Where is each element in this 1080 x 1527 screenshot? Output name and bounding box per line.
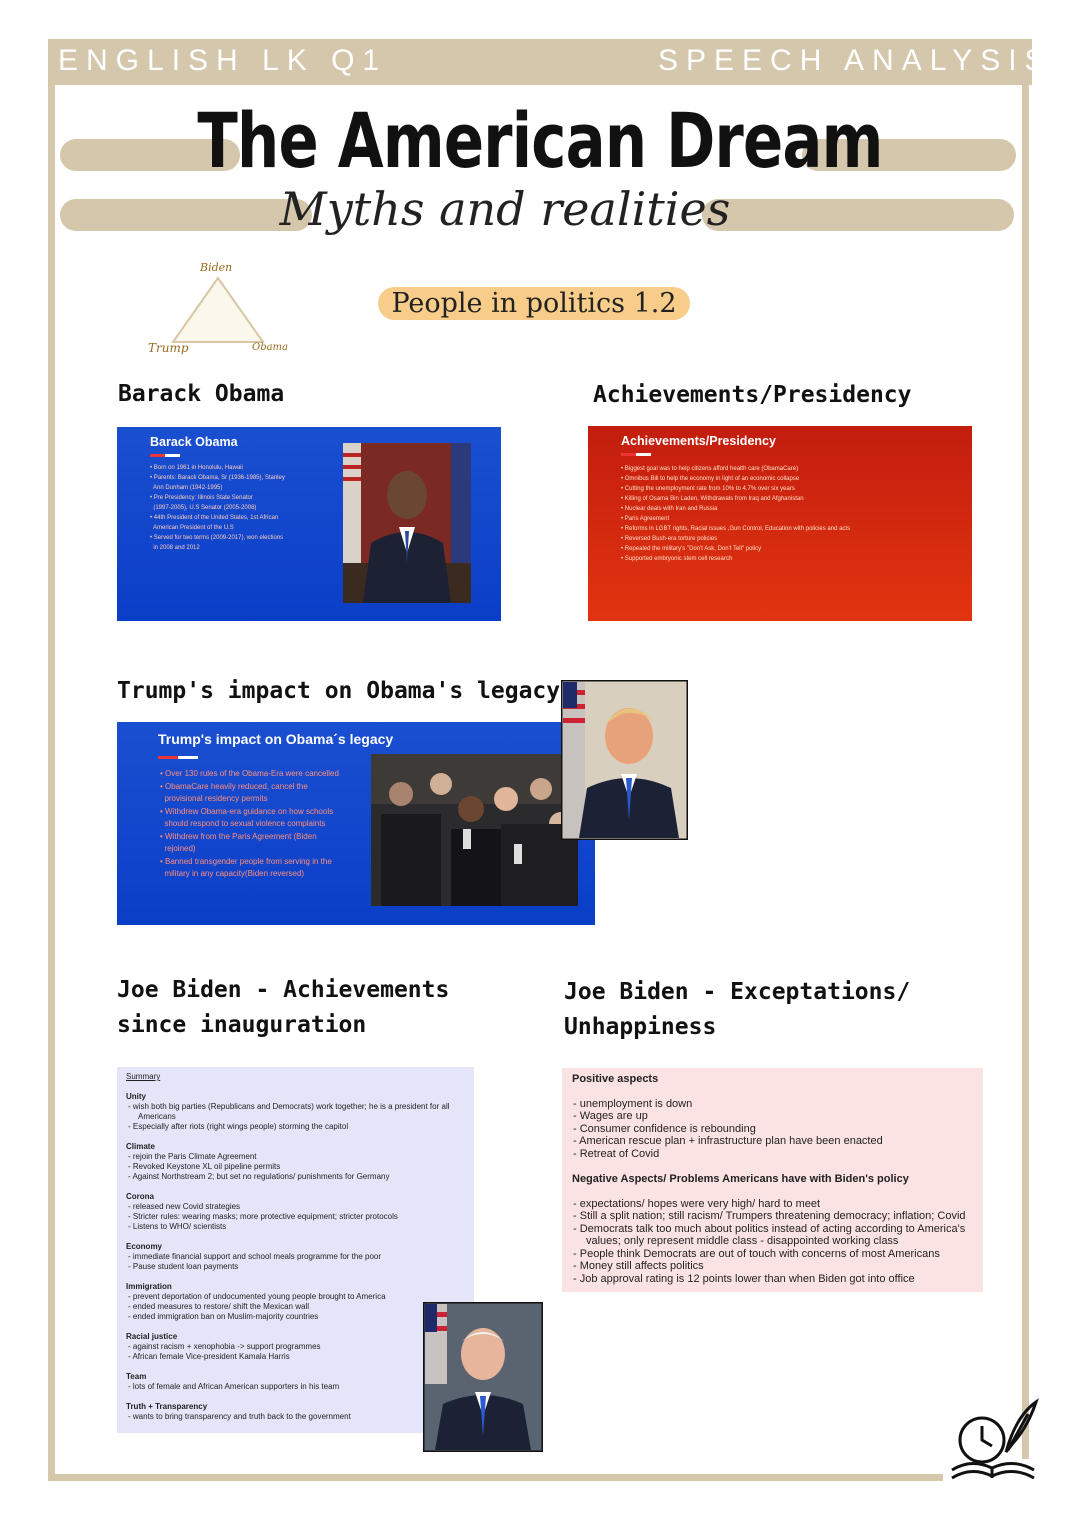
summary-label: Summary <box>126 1072 161 1081</box>
negative-item: expectations/ hopes were very high/ hard to meet <box>579 1197 821 1210</box>
bullet: • Withdrew Obama-era guidance on how schools <box>160 806 334 816</box>
obama-portrait <box>343 443 471 603</box>
list-item: - immediate financial support and school meals programme for the poor <box>128 1252 382 1261</box>
group-item: ended measures to restore/ shift the Mexican wall <box>132 1302 309 1311</box>
achievements-slide <box>588 426 972 621</box>
group-item: wish both big parties (Republicans and Democrats) work together; he is a president for all Americans <box>132 1102 450 1121</box>
bullet: provisional residency permits <box>160 794 268 803</box>
positive-item: American rescue plan + infrastructure plan have been enacted <box>579 1135 883 1147</box>
group-item: Revoked Keystone XL oil pipeline permits <box>132 1162 281 1171</box>
heading-line: Joe Biden - Achievements <box>117 977 450 1003</box>
crowd-photo <box>371 754 578 906</box>
bullet: • Banned transgender people from serving in the <box>160 856 332 866</box>
group-item: against racism + xenophobia -> support programmes <box>132 1342 321 1351</box>
bullet: • Parents: Barack Obama, Sr (1936-1985), Stanley <box>150 475 285 481</box>
list-item: - Money still affects politics <box>573 1260 704 1272</box>
positive-title: Positive aspects <box>572 1073 659 1085</box>
bullet: • Reversed Bush-era torture policies <box>621 536 718 542</box>
heading-line: since inauguration <box>117 1012 367 1038</box>
list-item: - People think Democrats are out of touch with concerns of most Americans <box>573 1247 940 1260</box>
achievement-groups <box>126 1092 469 1422</box>
list-item: - African female Vice-president Kamala Harris <box>128 1352 290 1361</box>
group-title: Corona <box>126 1192 154 1201</box>
group-item: ended immigration ban on Muslim-majority countries <box>132 1312 319 1321</box>
group-title: Economy <box>126 1242 163 1251</box>
list-item: - American rescue plan + infrastructure plan have been enacted <box>573 1135 883 1147</box>
list-item: - Wages are up <box>573 1110 648 1122</box>
list-item: - expectations/ hopes were very high/ hard to meet <box>573 1197 821 1210</box>
page-subtitle: Myths and realities <box>279 182 731 236</box>
bullet: American President of the U.S <box>150 525 234 531</box>
list-item: - ended measures to restore/ shift the Mexican wall <box>128 1302 309 1311</box>
negative-item: Job approval rating is 12 points lower than when Biden got into office <box>579 1272 915 1285</box>
trump-bullets <box>160 768 370 881</box>
list-item: - Stricter rules: wearing masks; more protective equipment; stricter protocols <box>128 1212 398 1221</box>
list-item: - Retreat of Covid <box>573 1147 660 1160</box>
list-item: - wants to bring transparency and truth back to the government <box>128 1412 351 1421</box>
topic-badge: People in politics 1.2 <box>378 287 690 320</box>
positive-item: Consumer confidence is rebounding <box>579 1122 756 1135</box>
frame-left <box>48 39 55 1481</box>
group-title: Team <box>126 1372 147 1381</box>
list-item: - Revoked Keystone XL oil pipeline permits <box>128 1162 281 1171</box>
positive-item: Wages are up <box>579 1110 648 1122</box>
bullet: military in any capacity(Biden reversed) <box>160 869 305 878</box>
bullet: • 44th President of the United States, 1st African <box>150 515 279 521</box>
bullet: • Supported embryonic stem cell research <box>621 556 733 562</box>
group-title: Truth + Transparency <box>126 1402 208 1411</box>
biden-achievements-heading <box>117 973 449 1043</box>
heading-line: Joe Biden - Exceptations/ <box>564 979 911 1005</box>
group-item: Stricter rules: wearing masks; more protective equipment; stricter protocols <box>132 1212 398 1221</box>
group-title: Climate <box>126 1142 155 1151</box>
bullet: • Pre Presidency: Illinois State Senator <box>150 495 253 501</box>
list-item: - Still a split nation; still racism/ Trumpers threatening democracy; inflation; Covid <box>573 1210 966 1222</box>
bullet: • Paris Agreement <box>621 516 670 522</box>
list-item: - ended immigration ban on Muslim-majority countries <box>128 1312 319 1321</box>
positive-item: unemployment is down <box>579 1097 693 1110</box>
group-item: released new Covid strategies <box>132 1202 241 1211</box>
bullet: • Repealed the military's "Don't Ask, Don't Tell" policy <box>621 546 762 552</box>
header-topic: SPEECH ANALYSIS <box>658 44 1053 77</box>
bullet: Ann Dunham (1942-1995) <box>150 485 223 491</box>
bullet: • Cutting the unemployment rate from 10% to 4.7% over six years <box>621 486 795 492</box>
list-item: - Listens to WHO/ scientists <box>128 1222 227 1231</box>
list-item: - released new Covid strategies <box>128 1202 241 1211</box>
group-item: Especially after riots (right wings people) storming the capitol <box>132 1122 349 1131</box>
biden-expectations-notes <box>562 1068 983 1292</box>
triangle-label-right: Obama <box>252 342 289 353</box>
group-item: immediate financial support and school meals programme for the poor <box>132 1252 382 1261</box>
list-item: - Job approval rating is 12 points lower than when Biden got into office <box>573 1272 915 1285</box>
triangle-label-top: Biden <box>200 261 233 274</box>
trump-portrait <box>561 680 688 840</box>
negative-item: People think Democrats are out of touch with concerns of most Americans <box>579 1247 940 1260</box>
list-item: - Against Northstream 2; but set no regulations/ punishments for Germany <box>128 1172 390 1181</box>
bullet: • Reforms in LGBT rights, Racial issues ,Gun Control, Education with policies and acts <box>621 526 851 532</box>
group-item: Against Northstream 2; but set no regulations/ punishments for Germany <box>132 1172 390 1181</box>
list-item: - Especially after riots (right wings people) storming the capitol <box>128 1122 349 1131</box>
slide-rule <box>150 454 180 457</box>
list-item: - prevent deportation of undocumented young people brought to America <box>128 1292 386 1301</box>
biden-achievements-notes <box>117 1067 474 1433</box>
group-item: wants to bring transparency and truth back to the government <box>132 1412 351 1421</box>
group-item: rejoin the Paris Climate Agreement <box>132 1152 257 1161</box>
group-item: Listens to WHO/ scientists <box>132 1222 227 1231</box>
trump-slide-title: Trump's impact on Obama´s legacy <box>158 731 394 747</box>
list-item: - unemployment is down <box>573 1097 693 1110</box>
group-item: lots of female and African American supporters in his team <box>132 1382 340 1391</box>
bullet: • Biggest goal was to help citizens afford health care (ObamaCare) <box>621 466 799 472</box>
heading-line: Unhappiness <box>564 1014 717 1040</box>
slide-rule <box>158 756 198 759</box>
page-title: The American Dream <box>197 96 883 185</box>
bullet: • Over 130 rules of the Obama-Era were cancelled <box>160 769 339 778</box>
list-item: - Pause student loan payments <box>128 1262 239 1271</box>
obama-heading: Barack Obama <box>118 381 285 407</box>
negative-item: Money still affects politics <box>579 1260 704 1272</box>
bullet: • Withdrew from the Paris Agreement (Biden <box>160 831 317 841</box>
group-item: Pause student loan payments <box>132 1262 239 1271</box>
negative-item: Democrats talk too much about politics instead of acting according to America's values; only represent middle class - disappointed working class <box>579 1222 966 1247</box>
trump-slide <box>117 722 595 925</box>
frame-bottom <box>48 1474 943 1481</box>
trump-heading: Trump's impact on Obama's legacy <box>117 678 561 704</box>
frame-right <box>1022 39 1029 1459</box>
bullet: should respond to sexual violence complaints <box>160 819 326 828</box>
obama-slide-title: Barack Obama <box>150 435 238 449</box>
positive-item: Retreat of Covid <box>579 1147 660 1160</box>
achievements-bullets <box>621 464 961 564</box>
list-item: - Democrats talk too much about politics instead of acting according to America's values; only represent middle class - disappointed working class <box>573 1222 966 1247</box>
bullet: in 2008 and 2012 <box>150 545 200 551</box>
bullet: • Nuclear deals with Iran and Russia <box>621 506 718 512</box>
bullet: • Served for two terms (2009-2017), won elections <box>150 535 284 541</box>
group-title: Racial justice <box>126 1332 178 1341</box>
group-item: African female Vice-president Kamala Harris <box>132 1352 290 1361</box>
bullet: rejoined) <box>160 844 196 853</box>
group-item: prevent deportation of undocumented young people brought to America <box>132 1292 386 1301</box>
biden-portrait <box>423 1302 543 1452</box>
list-item: - rejoin the Paris Climate Agreement <box>128 1152 257 1161</box>
negative-item: Still a split nation; still racism/ Trumpers threatening democracy; inflation; Covid <box>579 1210 966 1222</box>
group-title: Unity <box>126 1092 146 1101</box>
bullet: • ObamaCare heavily reduced, cancel the <box>160 781 308 791</box>
negative-list <box>572 1198 978 1286</box>
bullet: • Omnibus Bill to help the economy in light of an economic collapse <box>621 476 800 482</box>
group-title: Immigration <box>126 1282 172 1291</box>
quill-book-icon <box>946 1396 1040 1486</box>
obama-slide <box>117 427 501 621</box>
triangle-label-left: Trump <box>148 341 189 355</box>
positive-list <box>572 1098 978 1161</box>
obama-bullets <box>150 463 330 553</box>
biden-expectations-heading <box>564 975 910 1045</box>
header-course: ENGLISH LK Q1 <box>58 44 388 77</box>
list-item: - against racism + xenophobia -> support programmes <box>128 1342 321 1351</box>
bullet: • Killing of Osama Bin Laden, Withdrawals from Iraq and Afghanistan <box>621 496 804 502</box>
list-item: - Consumer confidence is rebounding <box>573 1122 756 1135</box>
bullet: (1997-2005), U.S Senator (2005-2008) <box>150 505 257 511</box>
achievements-heading: Achievements/Presidency <box>593 382 912 408</box>
list-item: - wish both big parties (Republicans and Democrats) work together; he is a president for all Americans <box>128 1102 450 1121</box>
bullet: • Born on 1961 in Honolulu, Hawaii <box>150 465 243 471</box>
slide-rule <box>621 453 651 456</box>
negative-title: Negative Aspects/ Problems Americans have with Biden's policy <box>572 1173 909 1185</box>
list-item: - lots of female and African American supporters in his team <box>128 1382 340 1391</box>
achievements-slide-title: Achievements/Presidency <box>621 434 776 448</box>
